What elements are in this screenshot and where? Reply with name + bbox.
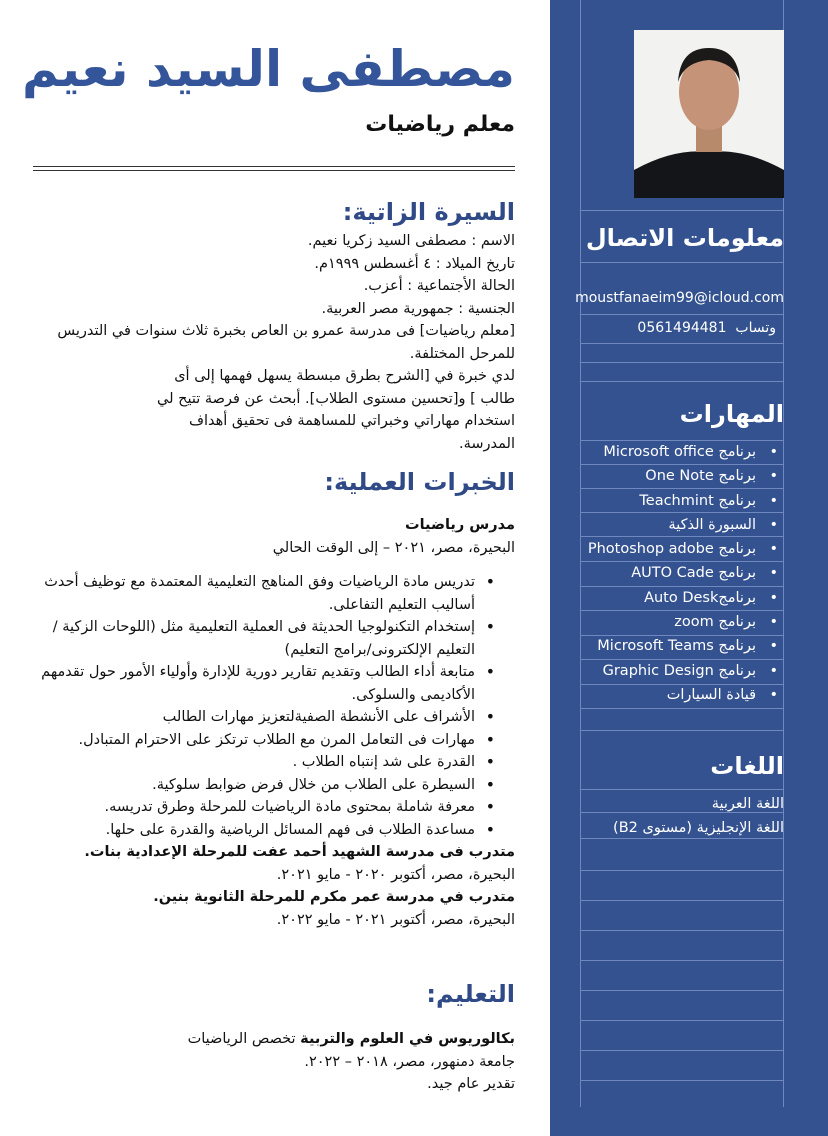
degree-name: بكالوريوس في العلوم والتربية	[300, 1031, 515, 1047]
list-item: • السيطرة على الطلاب من خلال فرض ضوابط سلوكية.	[30, 774, 515, 797]
trainee-role: متدرب فى مدرسة الشهيد أحمد عفت للمرحلة الإعدادية بنات.	[84, 844, 515, 860]
role-title: مدرس رياضيات	[405, 517, 515, 533]
job-title: معلم رياضيات	[365, 112, 515, 137]
experience-heading: الخبرات العملية:	[324, 468, 515, 496]
grade: تقدير عام جيد.	[427, 1076, 515, 1092]
skill-item: • برنامج Microsoft Teams	[588, 634, 784, 658]
profile-photo	[634, 30, 784, 198]
list-item: • معرفة شاملة بمحتوى مادة الرياضيات للمرحلة وطرق تدريسه.	[30, 796, 515, 819]
degree	[30, 1028, 515, 1051]
trainee-meta: البحيرة، مصر، أكتوبر ٢٠٢١ - مايو ٢٠٢٢.	[276, 911, 515, 928]
sidebar	[550, 0, 828, 1136]
list-item: • مهارات فى التعامل المرن مع الطلاب ترتكز على الاحترام المتبادل.	[30, 729, 515, 752]
skills-list	[588, 440, 784, 707]
phone[interactable]: 0561494481	[637, 320, 727, 336]
bio-line: لدي خبرة في [الشرح بطرق مبسطة يسهل فهمها إلى أى طالب ] و[تحسين مستوى الطلاب]. أبحث عن فرصة تتيح لي استخدام مهاراتي وخبراتي للمساهمة فى تحقيق أهداف المدرسة.	[156, 368, 515, 452]
bio-line: الجنسية : جمهورية مصر العربية.	[321, 300, 515, 317]
degree-major: تخصص الرياضيات	[187, 1031, 301, 1047]
trainee-role: متدرب في مدرسة عمر مكرم للمرحلة الثانوية بنين.	[153, 889, 515, 905]
role-meta: البحيرة، مصر، ٢٠٢١ – إلى الوقت الحالي	[272, 539, 515, 556]
divider	[33, 166, 515, 171]
bio-line: [معلم رياضيات] فى مدرسة عمرو بن العاص بخبرة ثلاث سنوات في التدريس للمرحل المختلفة.	[57, 323, 515, 362]
skill-item: • برنامج Graphic Design	[588, 659, 784, 683]
email[interactable]: moustfanaeim99@icloud.com	[575, 290, 784, 306]
language-item: اللغة الإنجليزية (مستوى B2)	[613, 820, 784, 836]
contact-heading: معلومات الاتصال	[585, 224, 784, 252]
list-item: • إستخدام التكنولوجيا الحديثة فى العملية التعليمية مثل (اللوحات الزكية / التعليم الإلكترونى/برامج التعليم)	[30, 616, 515, 661]
skill-item: • برنامج Microsoft office	[588, 440, 784, 464]
list-item: • مساعدة الطلاب فى فهم المسائل الرياضية والقدرة على حلها.	[30, 819, 515, 842]
languages-heading: اللغات	[710, 752, 784, 780]
bio-line: الاسم : مصطفى السيد زكريا نعيم.	[307, 233, 515, 249]
skill-item: • السبورة الذكية	[588, 513, 784, 537]
languages-list	[613, 792, 784, 840]
experience-section	[30, 468, 515, 931]
list-item: • الأشراف على الأنشطة الصفيةلتعزيز مهارات الطالب	[30, 706, 515, 729]
duties-list	[30, 571, 515, 841]
university: جامعة دمنهور، مصر، ٢٠١٨ – ٢٠٢٢.	[304, 1053, 515, 1070]
skill-item: • قيادة السيارات	[588, 683, 784, 707]
bio-heading: السيرة الزاتية:	[342, 198, 515, 226]
list-item: • متابعة أداء الطالب وتقديم تقارير دورية للإدارة وأولياء الأمور حول تقدمهم الأكاديمى والسلوكى.	[30, 661, 515, 706]
bio-line: الحالة الأجتماعية : أعزب.	[363, 278, 515, 294]
skill-item: • برنامجAuto Desk	[588, 586, 784, 610]
list-item: • القدرة على شد إنتباه الطلاب .	[30, 751, 515, 774]
skill-item: • برنامج AUTO Cade	[588, 561, 784, 585]
trainee-meta: البحيرة، مصر، أكتوبر ٢٠٢٠ - مايو ٢٠٢١.	[276, 866, 515, 883]
bio-section	[30, 198, 515, 455]
person-name: مصطفى السيد نعيم	[21, 40, 515, 98]
phone-row	[637, 320, 776, 336]
skill-item: • برنامج zoom	[588, 610, 784, 634]
education-heading: التعليم:	[426, 980, 515, 1008]
bio-line: تاريخ الميلاد : ٤ أغسطس ١٩٩٩م.	[314, 255, 515, 272]
education-section	[30, 980, 515, 1096]
language-item: اللغة العربية	[711, 796, 784, 812]
skills-heading: المهارات	[679, 400, 784, 428]
skill-item: • برنامج One Note	[588, 464, 784, 488]
list-item: • تدريس مادة الرياضيات وفق المناهج التعليمية المعتمدة مع توظيف أحدث أساليب التعليم التفاعلى.	[30, 571, 515, 616]
whatsapp-label: وتساب	[735, 320, 776, 336]
skill-item: • برنامج Teachmint	[588, 489, 784, 513]
skill-item: • برنامج Photoshop adobe	[588, 537, 784, 561]
